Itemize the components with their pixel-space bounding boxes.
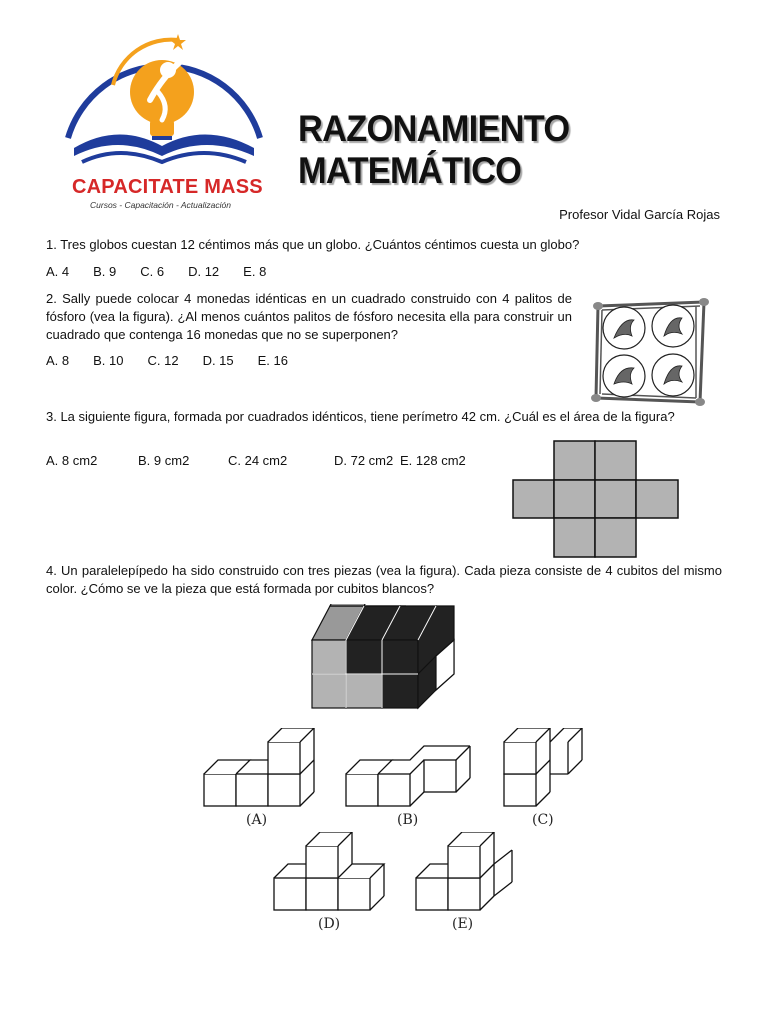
option: E. 8 [243,264,267,279]
option-d-figure [272,832,390,912]
question-4-text: 4. Un paralelepípedo ha sido construido con tres piezas (vea la figura). Cada pieza consiste de 4 cubitos del mismo color. ¿Cómo se ve la pieza que está formada por cubitos blancos? [46,563,722,596]
option: C. 24 cm2 [228,453,288,468]
option: A. 4 [46,264,70,279]
question-2-options [46,353,288,368]
question-1-options [46,264,266,279]
option-c-label: (C) [532,812,554,828]
option-b-figure [342,742,474,810]
logo-tagline: Cursos - Capacitación - Actualización [90,200,231,210]
option: E. 16 [257,353,288,368]
option-e-figure [414,832,518,912]
option-d-label: (D) [318,916,341,932]
teacher-name: Profesor Vidal García Rojas [559,207,720,222]
option-a-figure [200,728,320,810]
option: A. 8 [46,353,70,368]
option: D. 72 cm2 [334,453,394,468]
option-e-label: (E) [452,916,474,932]
option-a-label: (A) [246,812,268,828]
option: D. 12 [188,264,220,279]
parallelepiped-figure [310,604,456,710]
question-1-text: 1. Tres globos cuestan 12 céntimos más que un globo. ¿Cuántos céntimos cuesta un globo? [46,237,580,252]
option: E. 128 cm2 [400,453,466,468]
option-c-figure [500,728,588,810]
logo-graphic [58,30,270,180]
logo [58,30,270,220]
option: C. 6 [140,264,165,279]
page-title: RAZONAMIENTO MATEMÁTICO [298,108,570,191]
question-2-text: 2. Sally puede colocar 4 monedas idénticas en un cuadrado construido con 4 palitos de fósforo (vea la figura). ¿Al menos cuántos palitos de fósforo necesita ella para construir un cuadrado que contenga 16 monedas que no se superponen? [46,291,572,342]
logo-brand: CAPACITATE MASS [72,176,263,198]
cross-figure [512,440,680,558]
option: B. 9 [93,264,117,279]
option: B. 10 [93,353,124,368]
option: C. 12 [147,353,179,368]
question-3-options [46,453,476,471]
option-b-label: (B) [397,812,419,828]
option: D. 15 [202,353,234,368]
coins-matchsticks-figure [584,292,716,414]
option: A. 8 cm2 [46,453,98,468]
question-3-text: 3. La siguiente figura, formada por cuadrados idénticos, tiene perímetro 42 cm. ¿Cuál es el área de la figura? [46,409,675,424]
option: B. 9 cm2 [138,453,190,468]
